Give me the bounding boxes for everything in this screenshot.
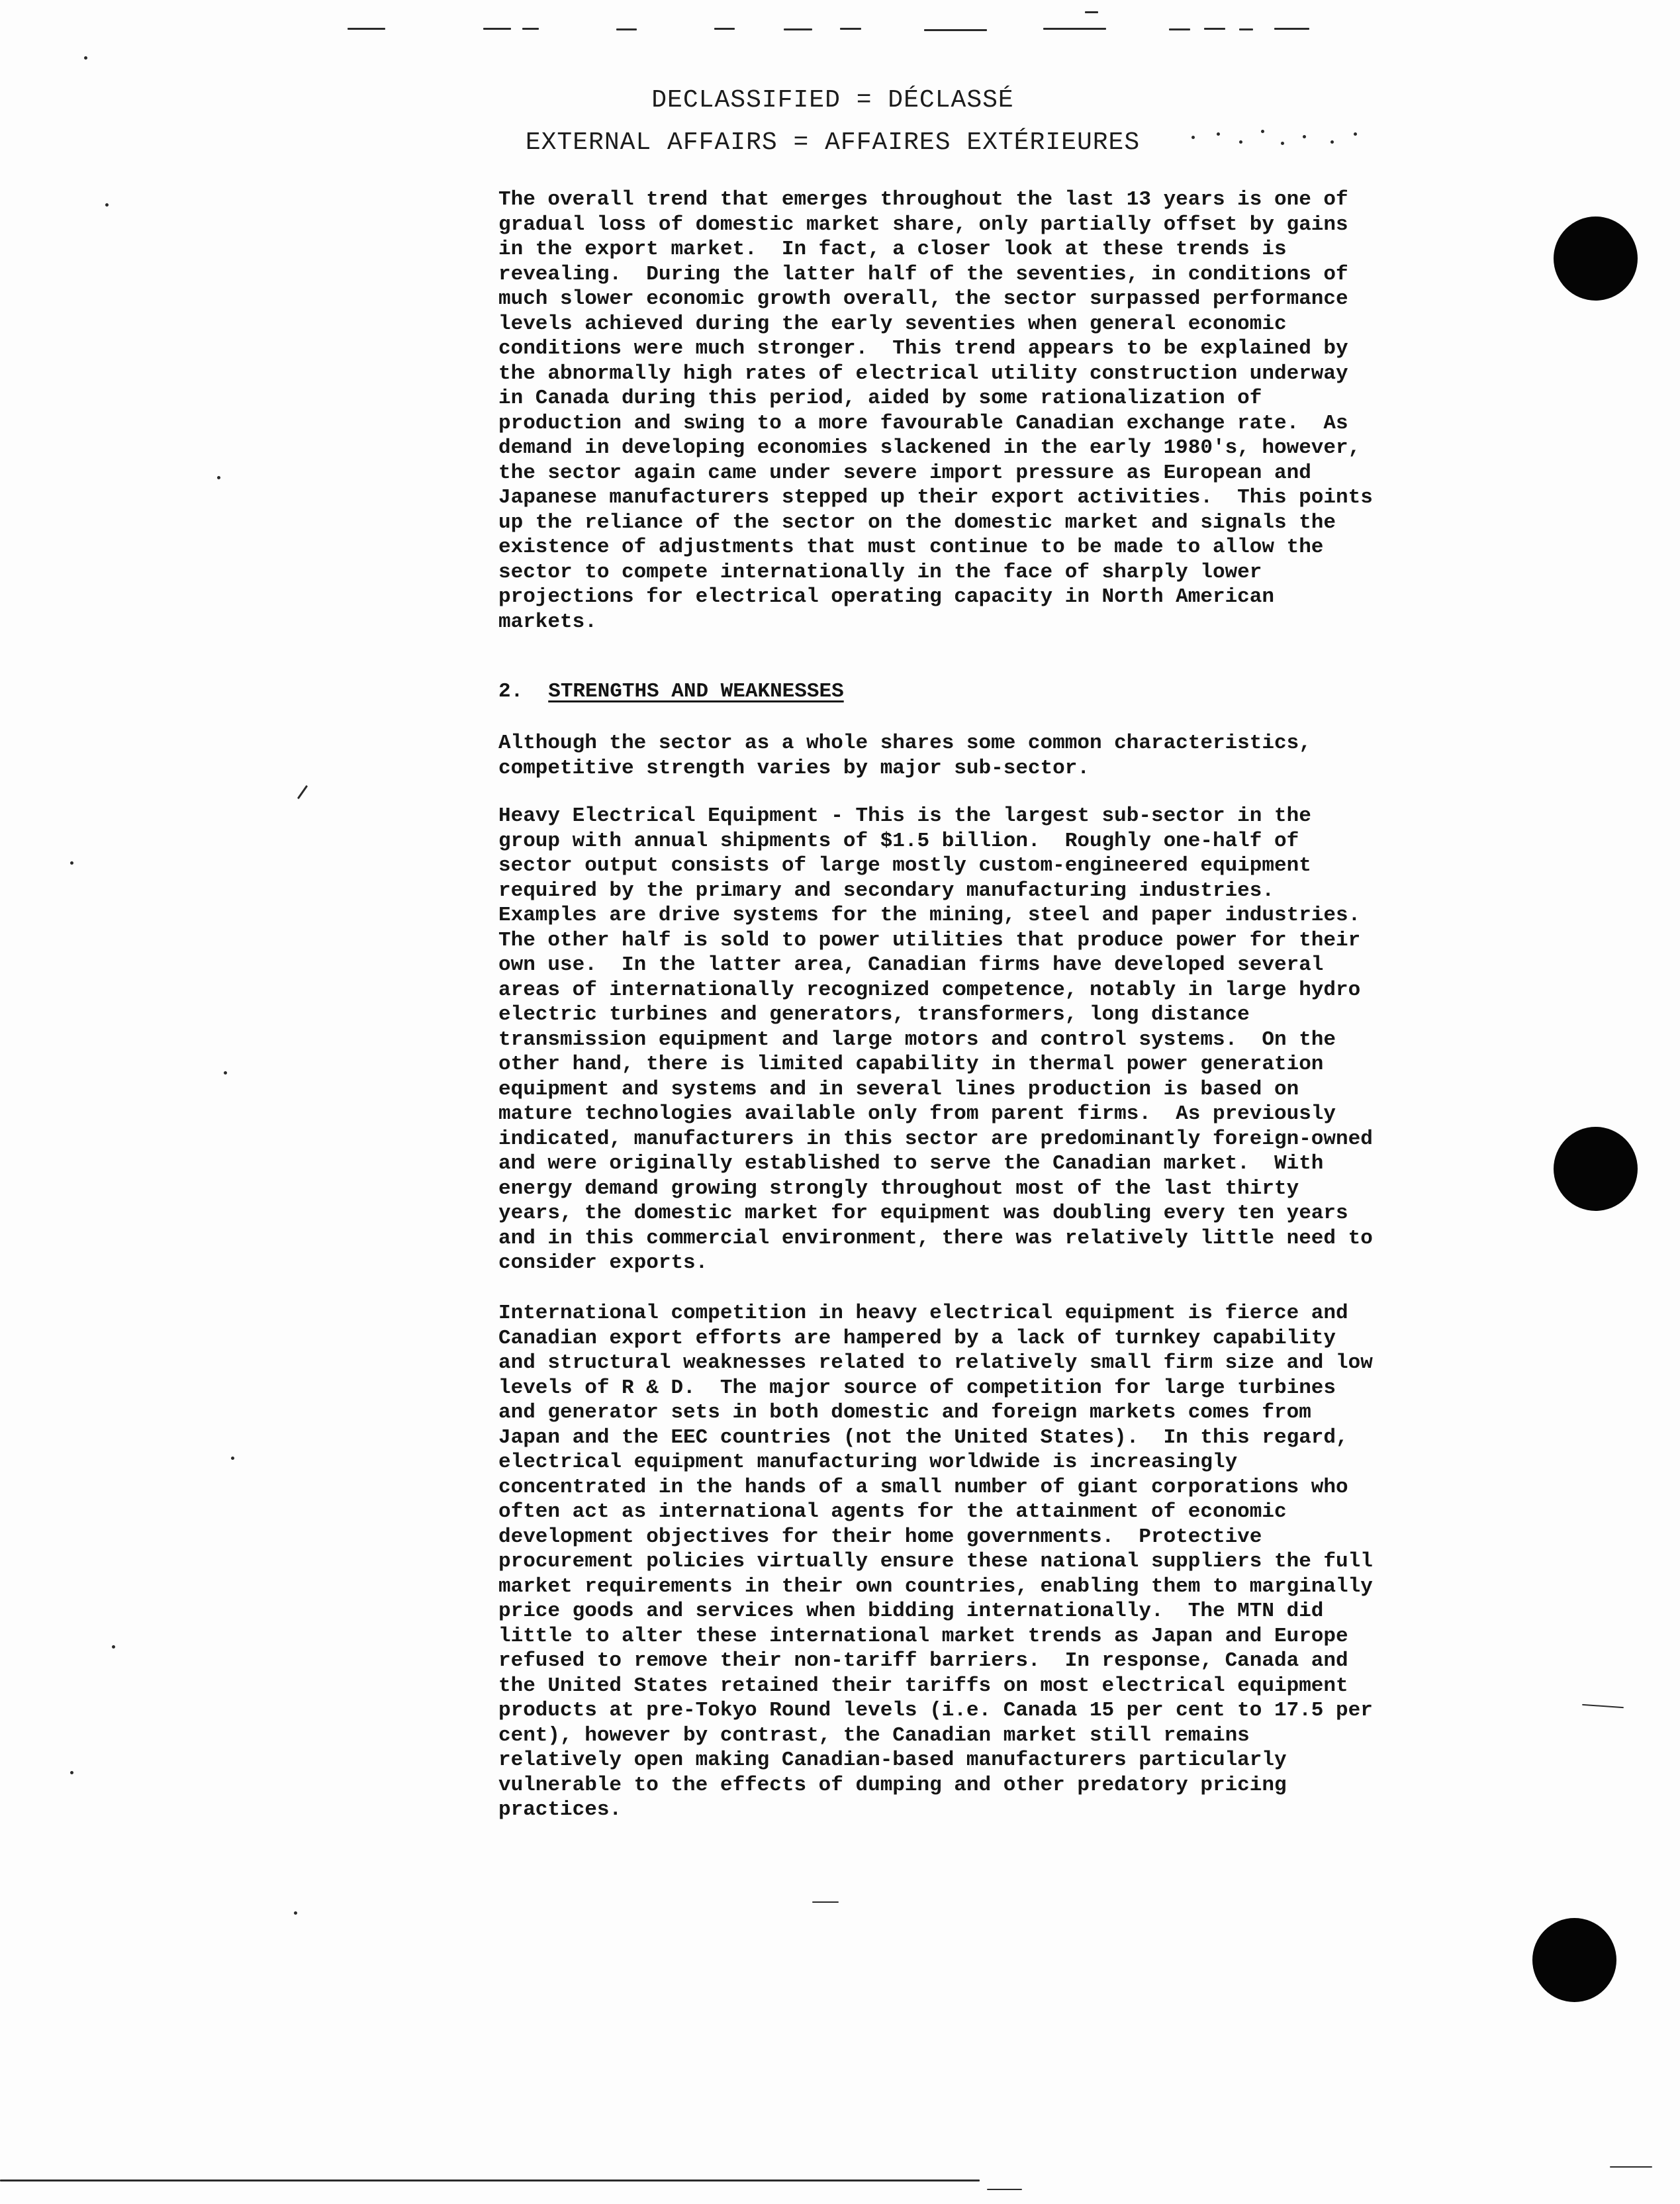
text-line: levels achieved during the early seventies when general economic: [498, 312, 1287, 336]
section-title: STRENGTHS AND WEAKNESSES: [548, 680, 844, 703]
scan-speck: [70, 861, 73, 865]
text-line: electrical equipment manufacturing worldwide is increasingly: [498, 1451, 1238, 1474]
text-line: levels of R & D. The major source of competition for large turbines: [498, 1376, 1336, 1400]
scan-speck: [217, 476, 220, 479]
text-line: conditions were much stronger. This trend appears to be explained by: [498, 337, 1348, 360]
text-line: procurement policies virtually ensure these national suppliers the full: [498, 1550, 1373, 1573]
text-line: in Canada during this period, aided by some rationalization of: [498, 387, 1262, 410]
text-line: development objectives for their home governments. Protective: [498, 1525, 1262, 1549]
scan-speck: [522, 28, 539, 30]
scan-speck: [297, 785, 308, 799]
scan-speck: [1169, 28, 1190, 30]
paragraph-heavy-electrical: [498, 804, 1373, 1276]
text-line: Although the sector as a whole shares some common characteristics,: [498, 732, 1311, 755]
text-line: revealing. During the latter half of the seventies, in conditions of: [498, 262, 1348, 286]
text-line: market requirements in their own countries, enabling them to marginally: [498, 1574, 1373, 1598]
section-heading: [498, 679, 844, 704]
text-line: demand in developing economies slackened in the early 1980's, however,: [498, 436, 1361, 459]
scan-speck: [1043, 28, 1106, 30]
text-line: sector output consists of large mostly custom-engineered equipment: [498, 854, 1311, 877]
text-line: areas of internationally recognized competence, notably in large hydro: [498, 978, 1361, 1002]
text-line: the sector again came under severe import pressure as European and: [498, 461, 1311, 485]
text-line: The overall trend that emerges throughout the last 13 years is one of: [498, 188, 1348, 211]
scan-speck: [987, 2189, 1022, 2190]
scan-speck: [112, 1645, 115, 1649]
hole-punch: [1554, 216, 1638, 301]
scan-speck: [616, 28, 637, 30]
text-line: and structural weaknesses related to relatively small firm size and low: [498, 1351, 1373, 1374]
text-line: energy demand growing strongly throughout most of the last thirty: [498, 1176, 1299, 1200]
hole-punch: [1554, 1127, 1638, 1211]
text-line: the United States retained their tariffs on most electrical equipment: [498, 1674, 1348, 1698]
scan-speck: [1303, 135, 1306, 138]
text-line: Examples are drive systems for the mining, steel and paper industries.: [498, 904, 1361, 927]
scan-speck: [1610, 2166, 1652, 2168]
scan-speck: [1354, 132, 1357, 136]
text-line: often act as international agents for the attainment of economic: [498, 1500, 1287, 1523]
scan-speck: [231, 1457, 234, 1460]
scan-speck: [1191, 136, 1195, 139]
scan-speck: [483, 28, 511, 30]
scan-speck: [348, 28, 385, 30]
external-affairs-stamp: EXTERNAL AFFAIRS = AFFAIRES EXTÉRIEURES: [525, 128, 1141, 157]
text-line: sector to compete internationally in the face of sharply lower: [498, 560, 1262, 584]
scan-speck: [1261, 130, 1264, 133]
paragraph-intro: [498, 731, 1311, 781]
scan-speck: [84, 56, 87, 60]
scan-speck: [1085, 11, 1098, 13]
text-line: vulnerable to the effects of dumping and other predatory pricing: [498, 1773, 1287, 1797]
text-line: existence of adjustments that must continue to be made to allow the: [498, 536, 1324, 559]
text-line: own use. In the latter area, Canadian firms have developed several: [498, 953, 1324, 977]
scan-speck: [840, 28, 861, 30]
text-line: much slower economic growth overall, the sector surpassed performance: [498, 287, 1348, 311]
text-line: Heavy Electrical Equipment - This is the largest sub-sector in the: [498, 804, 1311, 828]
text-line: practices.: [498, 1798, 622, 1821]
scan-speck: [294, 1911, 297, 1915]
text-line: transmission equipment and large motors and control systems. On the: [498, 1028, 1336, 1051]
scan-speck: [70, 1771, 73, 1774]
text-line: production and swing to a more favourable Canadian exchange rate. As: [498, 411, 1348, 435]
section-number: 2.: [498, 680, 524, 703]
hole-punch: [1532, 1918, 1616, 2002]
text-line: cent), however by contrast, the Canadian market still remains: [498, 1723, 1250, 1747]
scan-speck: [812, 1901, 839, 1903]
scan-speck: [1239, 140, 1242, 144]
scan-speck: [714, 28, 735, 30]
scan-speck: [1274, 28, 1309, 30]
text-line: refused to remove their non-tariff barriers. In response, Canada and: [498, 1649, 1348, 1672]
text-line: equipment and systems and in several lines production is based on: [498, 1077, 1299, 1101]
text-line: price goods and services when bidding internationally. The MTN did: [498, 1600, 1324, 1623]
paragraph-overall-trend: [498, 187, 1373, 634]
text-line: markets.: [498, 610, 597, 634]
scan-speck: [1217, 132, 1220, 136]
text-line: little to alter these international market trends as Japan and Europe: [498, 1624, 1348, 1648]
paragraph-competition: [498, 1301, 1373, 1823]
text-line: the abnormally high rates of electrical utility construction underway: [498, 361, 1348, 385]
scan-speck: [1330, 140, 1334, 144]
text-line: Canadian export efforts are hampered by a lack of turnkey capability: [498, 1326, 1336, 1350]
text-line: indicated, manufacturers in this sector are predominantly foreign-owned: [498, 1127, 1373, 1151]
text-line: and in this commercial environment, there was relatively little need to: [498, 1226, 1373, 1250]
text-line: gradual loss of domestic market share, only partially offset by gains: [498, 213, 1348, 236]
scan-speck: [105, 203, 109, 207]
scan-speck: [784, 28, 812, 30]
text-line: electric turbines and generators, transformers, long distance: [498, 1003, 1250, 1026]
text-line: concentrated in the hands of a small number of giant corporations who: [498, 1475, 1348, 1499]
scan-speck: [224, 1071, 227, 1075]
text-line: years, the domestic market for equipment was doubling every ten years: [498, 1202, 1348, 1225]
text-line: Japan and the EEC countries (not the United States). In this regard,: [498, 1425, 1348, 1449]
scan-speck: [1239, 28, 1253, 30]
text-line: and were originally established to serve the Canadian market. With: [498, 1152, 1324, 1175]
text-line: competitive strength varies by major sub-sector.: [498, 756, 1090, 780]
text-line: up the reliance of the sector on the domestic market and signals the: [498, 510, 1336, 534]
scan-speck: [1204, 28, 1225, 30]
scan-speck: [924, 29, 987, 31]
text-line: The other half is sold to power utilities that produce power for their: [498, 928, 1361, 952]
text-line: International competition in heavy electrical equipment is fierce and: [498, 1302, 1348, 1325]
text-line: consider exports.: [498, 1251, 708, 1274]
scan-speck: [1582, 1704, 1624, 1708]
text-line: products at pre-Tokyo Round levels (i.e. Canada 15 per cent to 17.5 per: [498, 1699, 1373, 1722]
text-line: in the export market. In fact, a closer look at these trends is: [498, 238, 1287, 261]
text-line: and generator sets in both domestic and foreign markets comes from: [498, 1401, 1311, 1424]
text-line: mature technologies available only from parent firms. As previously: [498, 1102, 1336, 1126]
text-line: other hand, there is limited capability in thermal power generation: [498, 1053, 1324, 1076]
declassified-stamp: DECLASSIFIED = DÉCLASSÉ: [651, 86, 1014, 115]
scan-speck: [1281, 142, 1284, 145]
scan-edge-line: [0, 2180, 980, 2181]
text-line: projections for electrical operating capacity in North American: [498, 585, 1274, 608]
text-line: group with annual shipments of $1.5 billion. Roughly one-half of: [498, 829, 1299, 853]
text-line: Japanese manufacturers stepped up their export activities. This points: [498, 486, 1373, 509]
text-line: relatively open making Canadian-based manufacturers particularly: [498, 1749, 1287, 1772]
text-line: required by the primary and secondary manufacturing industries.: [498, 879, 1274, 902]
